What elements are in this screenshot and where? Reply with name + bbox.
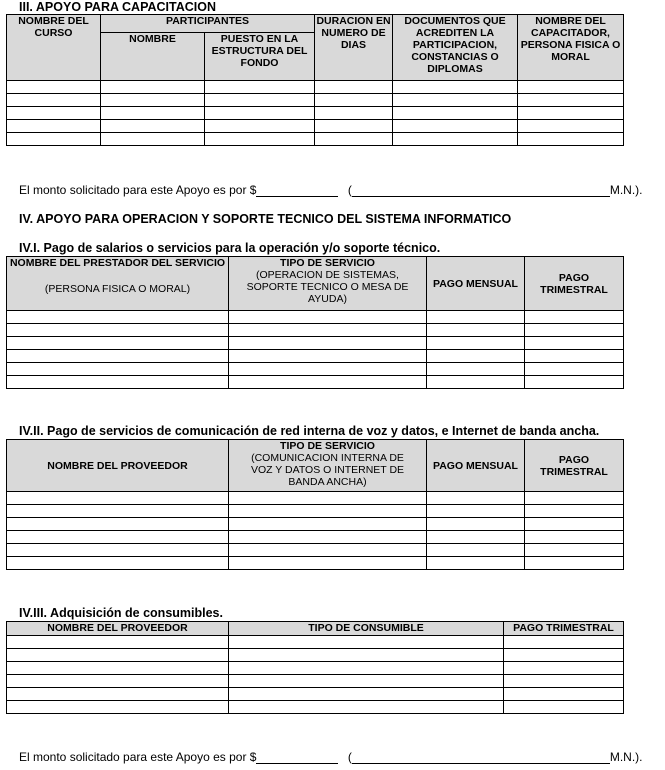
consumable-type-header: TIPO DE CONSUMIBLE (229, 622, 504, 636)
provider-header: NOMBRE DEL PROVEEDOR (7, 622, 229, 636)
quarterly-pay-header: PAGO TRIMESTRAL (525, 440, 624, 492)
table-row[interactable] (7, 557, 624, 570)
amount-field[interactable] (256, 196, 338, 197)
table-row[interactable] (7, 107, 624, 120)
section-4-2-title: IV.II. Pago de servicios de comunicación de red interna de voz y datos, e Internet de banda ancha. (19, 424, 600, 438)
table-row[interactable] (7, 133, 624, 146)
table-row[interactable] (7, 492, 624, 505)
participants-header: PARTICIPANTES (101, 15, 315, 33)
table-row[interactable] (7, 688, 624, 701)
paren-open: ( (347, 183, 352, 197)
amount-label: El monto solicitado para este Apoyo es por $ (19, 183, 257, 197)
currency-label: M.N.). (609, 750, 643, 764)
table-row[interactable] (7, 94, 624, 107)
table-row[interactable] (7, 636, 624, 649)
service-type-header: TIPO DE SERVICIO (280, 440, 375, 452)
service-type-note: (COMUNICACION INTERNA DE VOZ Y DATOS O INTERNET DE BANDA ANCHA) (250, 452, 405, 488)
table-row[interactable] (7, 544, 624, 557)
amount-line-3 (19, 183, 643, 197)
provider-type-note: (PERSONA FISICA O MORAL) (44, 283, 191, 295)
amount-field[interactable] (256, 763, 338, 764)
table-row[interactable] (7, 324, 624, 337)
participant-position-header: PUESTO EN LA ESTRUCTURA DEL FONDO (205, 33, 315, 81)
paren-open: ( (347, 750, 352, 764)
trainer-header: NOMBRE DEL CAPACITADOR, PERSONA FISICA O MORAL (518, 15, 624, 81)
table-row[interactable] (7, 120, 624, 133)
section-4-title: IV. APOYO PARA OPERACION Y SOPORTE TECNICO DEL SISTEMA INFORMATICO (19, 212, 512, 226)
table-row[interactable] (7, 649, 624, 662)
training-table (6, 14, 624, 146)
table-row[interactable] (7, 701, 624, 714)
documents-header: DOCUMENTOS QUE ACREDITEN LA PARTICIPACION, CONSTANCIAS O DIPLOMAS (393, 15, 518, 81)
table-row[interactable] (7, 81, 624, 94)
table-row[interactable] (7, 675, 624, 688)
section-4-3-title: IV.III. Adquisición de consumibles. (19, 606, 223, 620)
provider-name-header: NOMBRE DEL PRESTADOR DEL SERVICIO (9, 257, 226, 269)
service-type-header: TIPO DE SERVICIO (280, 257, 375, 269)
duration-header: DURACION EN NUMERO DE DIAS (315, 15, 393, 81)
participant-name-header: NOMBRE (101, 33, 205, 81)
services-table (6, 256, 624, 389)
table-row[interactable] (7, 376, 624, 389)
amount-line-4 (19, 750, 643, 764)
table-row[interactable] (7, 531, 624, 544)
table-row[interactable] (7, 662, 624, 675)
table-row[interactable] (7, 311, 624, 324)
communications-table (6, 439, 624, 570)
monthly-pay-header: PAGO MENSUAL (427, 257, 525, 311)
service-type-note: (OPERACION DE SISTEMAS, SOPORTE TECNICO O MESA DE AYUDA) (246, 269, 409, 305)
provider-header: NOMBRE DEL PROVEEDOR (7, 440, 229, 492)
section-3-title: III. APOYO PARA CAPACITACION (19, 0, 216, 14)
section-4-1-title: IV.I. Pago de salarios o servicios para la operación y/o soporte técnico. (19, 241, 441, 255)
amount-label: El monto solicitado para este Apoyo es por $ (19, 750, 257, 764)
consumables-table (6, 621, 624, 714)
table-row[interactable] (7, 518, 624, 531)
table-row[interactable] (7, 337, 624, 350)
quarterly-pay-header: PAGO TRIMESTRAL (504, 622, 624, 636)
amount-words-field[interactable] (352, 763, 610, 764)
quarterly-pay-header: PAGO TRIMESTRAL (525, 257, 624, 311)
monthly-pay-header: PAGO MENSUAL (427, 440, 525, 492)
course-name-header: NOMBRE DEL CURSO (7, 15, 101, 81)
table-row[interactable] (7, 350, 624, 363)
table-row[interactable] (7, 363, 624, 376)
currency-label: M.N.). (609, 183, 643, 197)
amount-words-field[interactable] (352, 196, 610, 197)
table-row[interactable] (7, 505, 624, 518)
